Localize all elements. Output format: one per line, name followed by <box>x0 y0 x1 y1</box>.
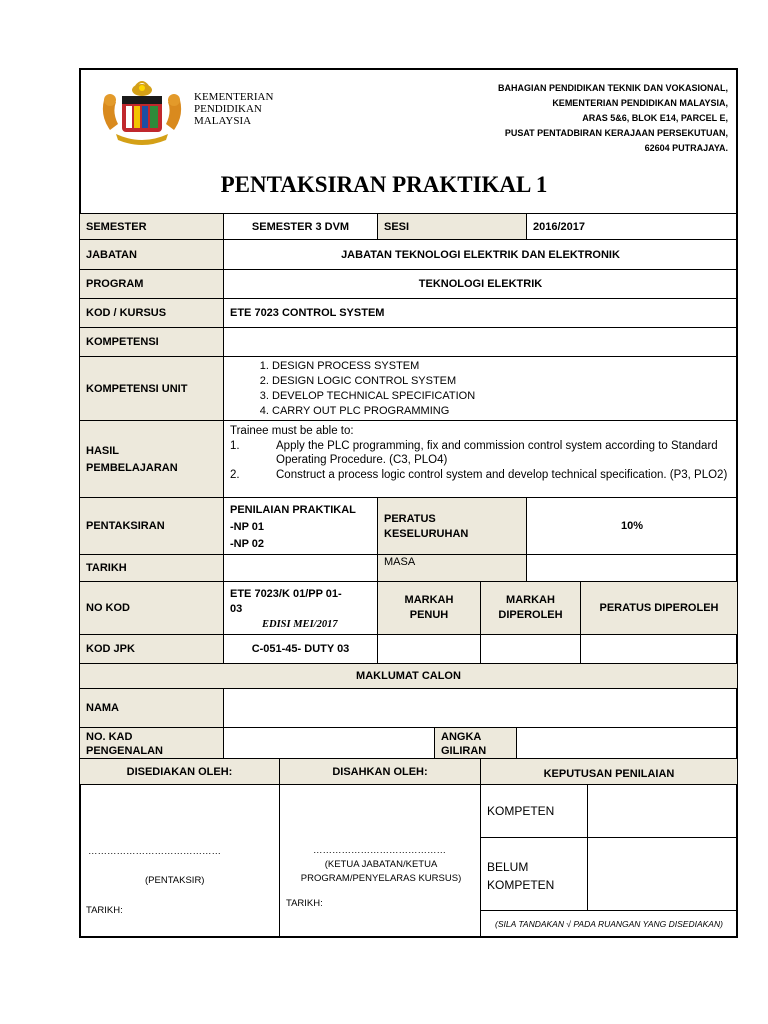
penilaian-line: -NP 02 <box>230 538 265 550</box>
belum-kompeten-line: BELUM <box>487 860 529 874</box>
kompetensi-unit-item: 1. DESIGN PROCESS SYSTEM <box>272 359 475 374</box>
document-title: PENTAKSIRAN PRAKTIKAL 1 <box>220 172 548 197</box>
tandakan-note: (SILA TANDAKAN √ PADA RUANGAN YANG DISEDIAKAN) <box>480 910 738 938</box>
no-kad-label <box>79 727 224 759</box>
kompetensi-label: KOMPETENSI <box>79 327 224 357</box>
hasil-label-line: PEMBELAJARAN <box>86 462 178 474</box>
penilaian-praktikal <box>223 497 378 555</box>
no-kod-line: ETE 7023/K 01/PP 01- <box>230 588 342 600</box>
penilaian-line: PENILAIAN PRAKTIKAL <box>230 504 356 516</box>
hasil-item <box>230 439 731 468</box>
address-line: BAHAGIAN PENDIDIKAN TEKNIK DAN VOKASIONAL, <box>497 83 728 93</box>
kompetensi-unit-item: 4. CARRY OUT PLC PROGRAMMING <box>272 404 475 419</box>
peratus-diperoleh-value[interactable] <box>580 634 738 664</box>
kompeten-label: KOMPETEN <box>480 784 588 838</box>
ministry-line: PENDIDIKAN <box>194 103 262 115</box>
kod-jpk-label: KOD JPK <box>79 634 224 664</box>
ministry-address <box>498 81 728 156</box>
pentaksir-tarikh-label: TARIKH: <box>86 905 123 916</box>
peratus-label-line: KESELURUHAN <box>384 528 469 540</box>
sesi-value: 2016/2017 <box>526 213 738 240</box>
ministry-line: KEMENTERIAN <box>194 91 274 103</box>
hasil-item-number: 2. <box>230 468 240 481</box>
no-kod-value <box>223 581 378 635</box>
ketua-label-line: (KETUA JABATAN/KETUA <box>324 859 438 870</box>
markah-diperoleh-header <box>480 581 581 635</box>
hasil-pembelajaran-content <box>223 420 738 498</box>
angka-giliran-field[interactable] <box>516 727 738 759</box>
semester-value: SEMESTER 3 DVM <box>223 213 378 240</box>
belum-kompeten-line: KOMPETEN <box>487 878 555 892</box>
ketua-label-line: PROGRAM/PENYELARAS KURSUS) <box>300 873 462 884</box>
peratus-diperoleh-header: PERATUS DIPEROLEH <box>580 581 738 635</box>
markah-penuh-header <box>377 581 481 635</box>
peratus-keseluruhan-label <box>377 497 527 555</box>
no-kad-line: NO. KAD <box>86 731 133 743</box>
jabatan-label: JABATAN <box>79 239 224 270</box>
belum-kompeten-label <box>480 837 588 911</box>
program-label: PROGRAM <box>79 269 224 299</box>
kompetensi-unit-list <box>223 356 738 421</box>
hasil-item-number: 1. <box>230 439 240 452</box>
address-line: PUSAT PENTADBIRAN KERAJAAN PERSEKUTUAN, <box>504 128 728 138</box>
ketua-signature-line: …………………………………… <box>313 845 446 856</box>
hasil-pembelajaran-label <box>79 420 224 498</box>
kod-jpk-value: C-051-45- DUTY 03 <box>223 634 378 664</box>
markah-penuh-line: MARKAH <box>404 594 454 606</box>
address-line: ARAS 5&6, BLOK E14, PARCEL E, <box>582 113 728 123</box>
angka-line: GILIRAN <box>441 745 487 757</box>
sesi-label: SESI <box>377 213 527 240</box>
hasil-intro: Trainee must be able to: <box>230 425 354 437</box>
maklumat-calon-header: MAKLUMAT CALON <box>79 663 738 689</box>
pentaksiran-label: PENTAKSIRAN <box>79 497 224 555</box>
keputusan-header: KEPUTUSAN PENILAIAN <box>480 758 738 785</box>
malaysia-crest-logo <box>96 80 188 146</box>
jabatan-value: JABATAN TEKNOLOGI ELEKTRIK DAN ELEKTRONIK <box>223 239 738 270</box>
ministry-line: MALAYSIA <box>194 115 252 127</box>
masa-label: MASA <box>377 554 527 582</box>
no-kod-label: NO KOD <box>79 581 224 635</box>
hasil-item-text: Apply the PLC programming, fix and commission control system according to Standard Operating Procedure. (C3, PLO4) <box>276 439 718 466</box>
program-value: TEKNOLOGI ELEKTRIK <box>223 269 738 299</box>
pentaksir-signature-line: …………………………………… <box>88 846 221 857</box>
markah-diperoleh-line: MARKAH <box>506 594 555 606</box>
kod-kursus-label: KOD / KURSUS <box>79 298 224 328</box>
semester-label: SEMESTER <box>79 213 224 240</box>
address-line: KEMENTERIAN PENDIDIKAN MALAYSIA, <box>552 98 728 108</box>
markah-penuh-value[interactable] <box>377 634 481 664</box>
disahkan-header: DISAHKAN OLEH: <box>279 758 481 785</box>
penilaian-line: -NP 01 <box>230 521 265 533</box>
kompetensi-value[interactable] <box>223 327 738 357</box>
tarikh-label: TARIKH <box>79 554 224 582</box>
peratus-label-line: PERATUS <box>384 513 436 525</box>
kompeten-checkbox[interactable] <box>587 784 738 838</box>
ketua-label <box>286 858 476 886</box>
masa-value[interactable] <box>526 554 738 582</box>
no-kad-field[interactable] <box>223 727 435 759</box>
hasil-label-line: HASIL <box>86 445 119 457</box>
peratus-keseluruhan-value: 10% <box>526 497 738 555</box>
kompetensi-unit-label: KOMPETENSI UNIT <box>79 356 224 421</box>
tarikh-value[interactable] <box>223 554 378 582</box>
markah-diperoleh-line: DIPEROLEH <box>498 609 563 621</box>
angka-line: ANGKA <box>441 731 482 743</box>
no-kod-line: 03 <box>230 603 243 615</box>
markah-diperoleh-value[interactable] <box>480 634 581 664</box>
markah-penuh-line: PENUH <box>409 609 449 621</box>
hasil-item <box>230 468 731 483</box>
address-line: 62604 PUTRAJAYA. <box>644 143 728 153</box>
nama-field[interactable] <box>223 688 738 728</box>
no-kad-line: PENGENALAN <box>86 745 164 757</box>
angka-giliran-label <box>434 727 517 759</box>
edisi-label: EDISI MEI/2017 <box>262 619 338 630</box>
belum-kompeten-checkbox[interactable] <box>587 837 738 911</box>
kompetensi-unit-item: 2. DESIGN LOGIC CONTROL SYSTEM <box>272 374 475 389</box>
disediakan-header: DISEDIAKAN OLEH: <box>79 758 280 785</box>
hasil-item-text: Construct a process logic control system and develop technical specification. (P3, PLO2) <box>276 468 728 481</box>
kod-kursus-value: ETE 7023 CONTROL SYSTEM <box>223 298 738 328</box>
pentaksir-label: (PENTAKSIR) <box>145 875 205 886</box>
ketua-tarikh-label: TARIKH: <box>286 898 323 909</box>
kompetensi-unit-item: 3. DEVELOP TECHNICAL SPECIFICATION <box>272 389 475 404</box>
nama-label: NAMA <box>79 688 224 728</box>
ministry-name <box>194 91 273 127</box>
